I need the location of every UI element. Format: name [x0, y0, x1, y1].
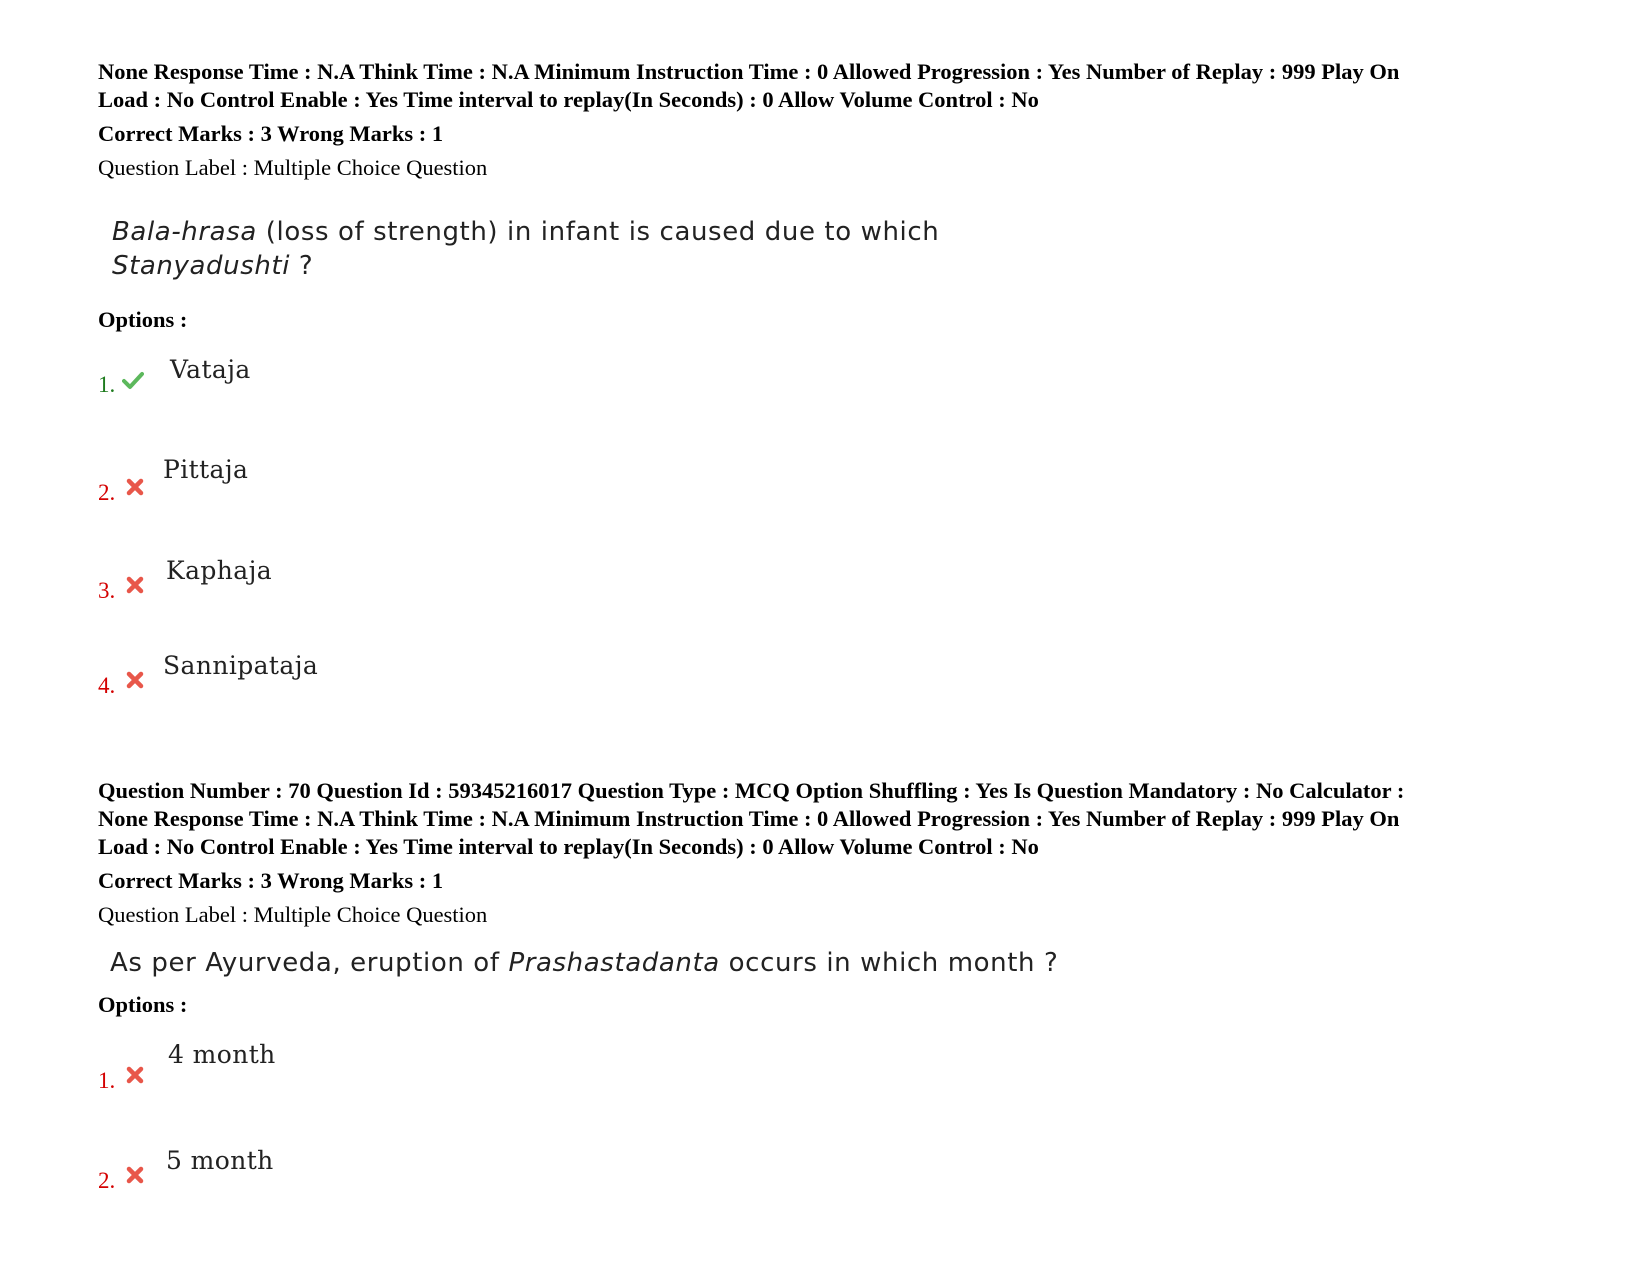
check-icon: [122, 369, 144, 391]
question-meta-line-1: None Response Time : N.A Think Time : N.A Minimum Instruction Time : 0 Allowed Progression : Yes Number of Replay : 999 Play On: [98, 59, 1400, 84]
cross-icon: [124, 1164, 146, 1186]
cross-icon: [124, 669, 146, 691]
option-number: 1.: [98, 372, 116, 397]
cross-icon: [124, 1064, 146, 1086]
marks-info: Correct Marks : 3 Wrong Marks : 1: [98, 121, 444, 146]
question-label: Question Label : Multiple Choice Question: [98, 902, 488, 927]
option-number: 1.: [98, 1068, 116, 1093]
question-text-part: (loss of strength) in infant is caused due to which: [256, 217, 940, 247]
option-number: 3.: [98, 578, 116, 603]
question-meta-line-2: None Response Time : N.A Think Time : N.A Minimum Instruction Time : 0 Allowed Progression : Yes Number of Replay : 999 Play On: [98, 806, 1400, 831]
question-text-part: As per Ayurveda, eruption of: [110, 948, 509, 978]
option-number: 2.: [98, 1168, 116, 1193]
cross-icon: [124, 476, 146, 498]
options-heading: Options :: [98, 307, 188, 332]
option-text: Vataja: [170, 355, 251, 384]
question-term: Prashastadanta: [508, 948, 720, 978]
cross-icon: [124, 574, 146, 596]
question-text-part: ?: [290, 251, 314, 281]
options-heading: Options :: [98, 992, 188, 1017]
question-text: [110, 946, 1058, 980]
marks-info: Correct Marks : 3 Wrong Marks : 1: [98, 868, 444, 893]
option-text: Kaphaja: [166, 556, 273, 585]
option-text: 4 month: [168, 1040, 276, 1069]
question-meta-line-1: Question Number : 70 Question Id : 59345216017 Question Type : MCQ Option Shuffling : Yes Is Question Mandatory : No Calculator :: [98, 778, 1405, 803]
question-meta-line-2: Load : No Control Enable : Yes Time interval to replay(In Seconds) : 0 Allow Volume Control : No: [98, 87, 1039, 112]
option-number: 4.: [98, 673, 116, 698]
option-text: 5 month: [166, 1146, 274, 1175]
question-label: Question Label : Multiple Choice Question: [98, 155, 488, 180]
question-meta-line-3: Load : No Control Enable : Yes Time interval to replay(In Seconds) : 0 Allow Volume Control : No: [98, 834, 1039, 859]
question-text-part: occurs in which month ?: [719, 948, 1059, 978]
question-term: Stanyadushti: [112, 251, 291, 281]
question-text: [112, 215, 939, 283]
option-text: Pittaja: [163, 455, 249, 484]
option-number: 2.: [98, 480, 116, 505]
option-text: Sannipataja: [163, 651, 319, 680]
question-term: Bala-hrasa: [112, 217, 257, 247]
